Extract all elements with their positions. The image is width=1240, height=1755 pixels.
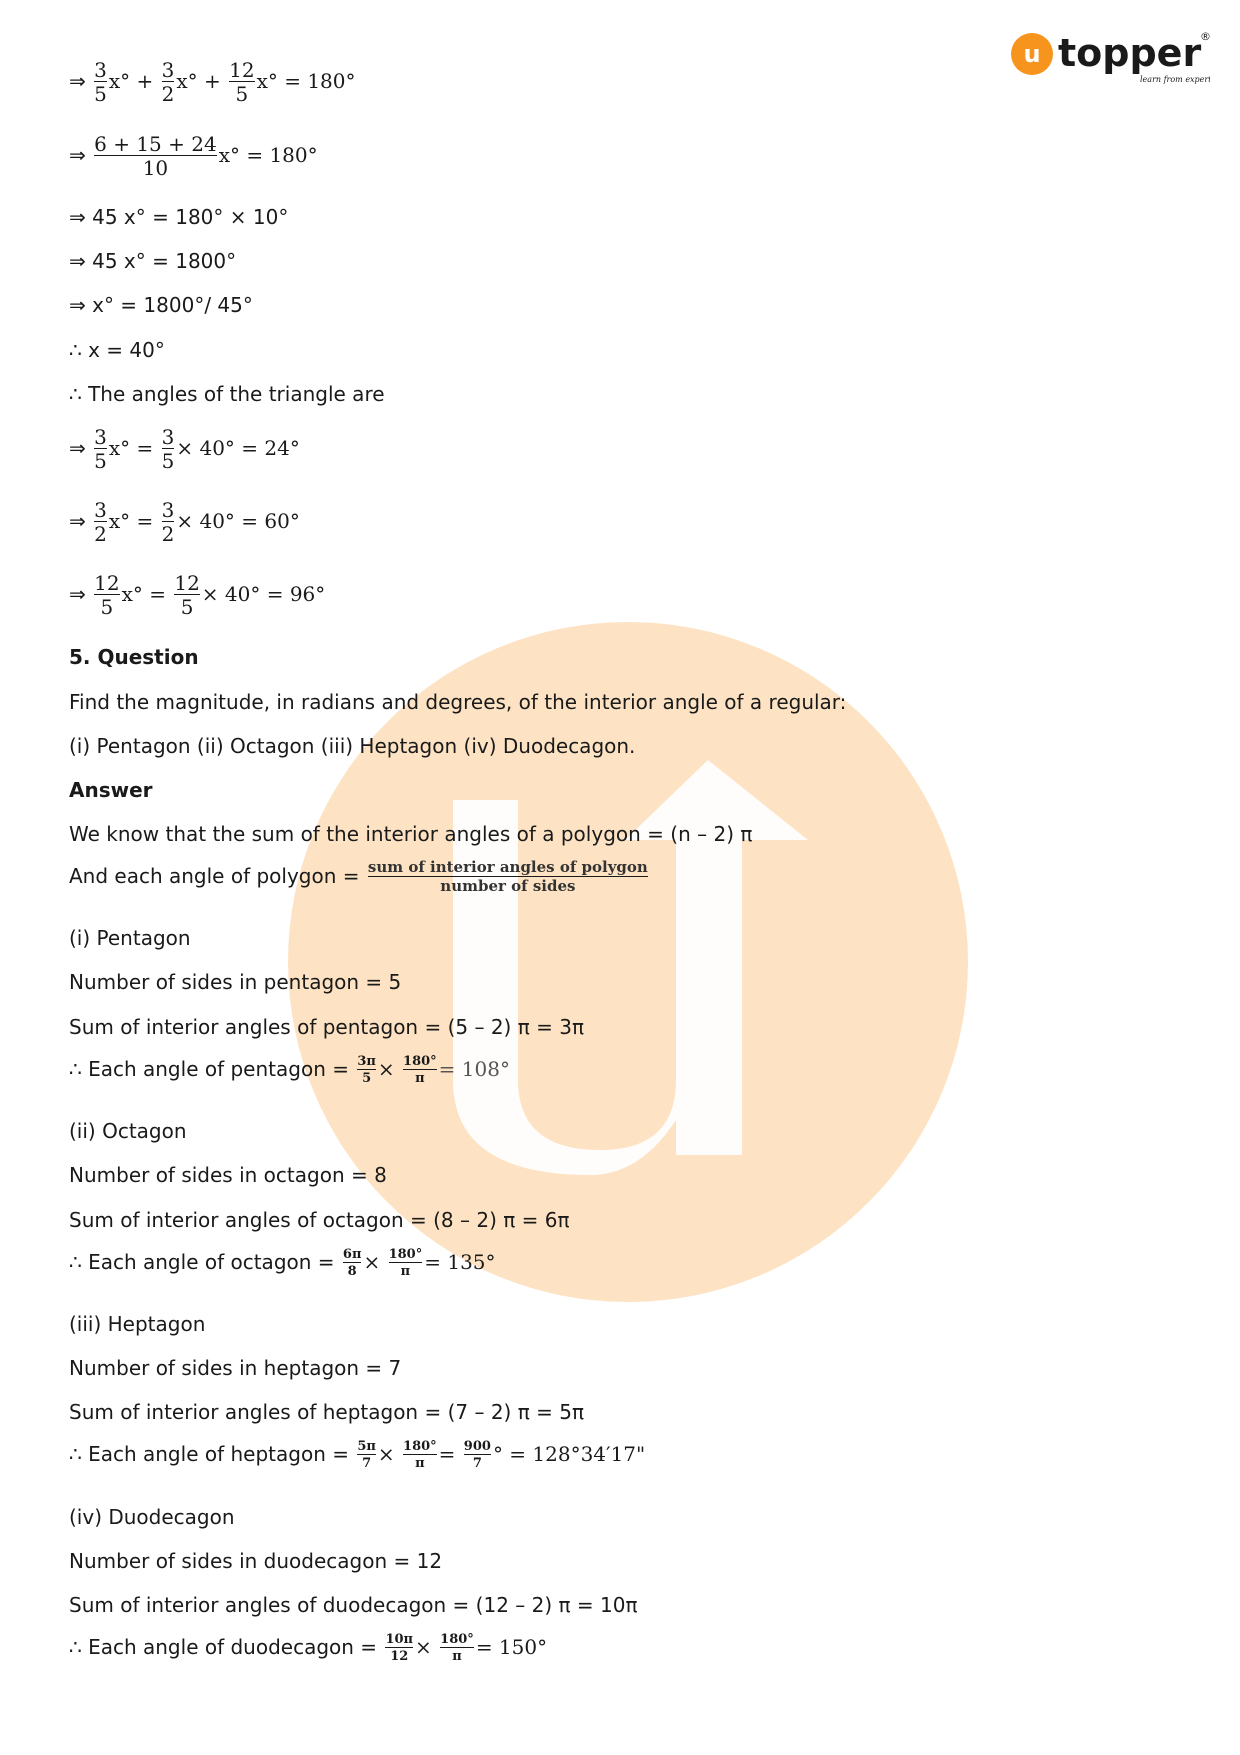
equation-line: ∴ x = 40° [69,338,165,362]
equation-line: ⇒ x° = 1800°/ 45° [69,293,253,317]
logo-registered: ® [1200,30,1210,43]
equation-line: ∴ Each angle of duodecagon = $\frac{10\pi}{12}$ × $\frac{180^\circ}{\pi}$ = 150° [69,1632,548,1664]
text-line: Sum of interior angles of duodecagon = (12 – 2) π = 10π [69,1593,638,1617]
equation-line: ⇒ $\frac{12}{5}$ x° = $\frac{12}{5}$ × 40° = 96° [69,571,326,619]
formula-line: And each angle of polygon = $\frac{\text{sum of interior angles of polygon}}{\text{number of sides}}$ [69,858,648,895]
text-line: Number of sides in heptagon = 7 [69,1356,402,1380]
question-text: Find the magnitude, in radians and degrees, of the interior angle of a regular: [69,690,847,714]
answer-heading: Answer [69,778,153,802]
text-line: Number of sides in duodecagon = 12 [69,1549,443,1573]
question-heading: 5. Question [69,645,199,669]
equation-line: ⇒ $\frac{3}{2}$ x° = $\frac{3}{2}$ × 40° = 60° [69,498,300,546]
equation-line: ∴ Each angle of octagon = $\frac{6\pi}{8}$ × $\frac{180^\circ}{\pi}$ = 135° [69,1247,496,1279]
equation-line: ⇒ 45 x° = 180° × 10° [69,205,289,229]
text-line: We know that the sum of the interior angles of a polygon = (n – 2) π [69,822,753,846]
text-line: Sum of interior angles of octagon = (8 – 2) π = 6π [69,1208,570,1232]
equation-line: ⇒ $\frac{3}{5}$ x° = $\frac{3}{5}$ × 40° = 24° [69,425,300,473]
logo-tagline: learn from experts [1140,75,1210,84]
text-line: ∴ The angles of the triangle are [69,382,385,406]
equation-line: ∴ Each angle of pentagon = $\frac{3\pi}{5}$ × $\frac{180^\circ}{\pi}$ = 108° [69,1054,510,1086]
equation-line: ⇒ 45 x° = 1800° [69,249,237,273]
equation-line: ⇒ $\frac{3}{5}$ x° + $\frac{3}{2}$ x° + $\frac{12}{5}$ x° = 180° [69,58,356,106]
subheading: (ii) Octagon [69,1119,187,1143]
brand-logo [1010,26,1210,94]
text-line: Sum of interior angles of heptagon = (7 – 2) π = 5π [69,1400,584,1424]
logo-name: topper [1058,31,1202,75]
subheading: (iv) Duodecagon [69,1505,235,1529]
question-parts: (i) Pentagon (ii) Octagon (iii) Heptagon (iv) Duodecagon. [69,734,636,758]
logo-glyph: u [1023,40,1041,68]
text-line: Number of sides in pentagon = 5 [69,970,402,994]
equation-line: ⇒ $\frac{6 + 15 + 24}{10}$ x° = 180° [69,132,318,180]
text-line: Sum of interior angles of pentagon = (5 – 2) π = 3π [69,1015,584,1039]
text-line: Number of sides in octagon = 8 [69,1163,387,1187]
equation-line: ∴ Each angle of heptagon = $\frac{5\pi}{7}$ × $\frac{180^\circ}{\pi}$ = $\frac{900}{7}$ ° = 128°34′17" [69,1439,646,1471]
subheading: (iii) Heptagon [69,1312,206,1336]
subheading: (i) Pentagon [69,926,191,950]
